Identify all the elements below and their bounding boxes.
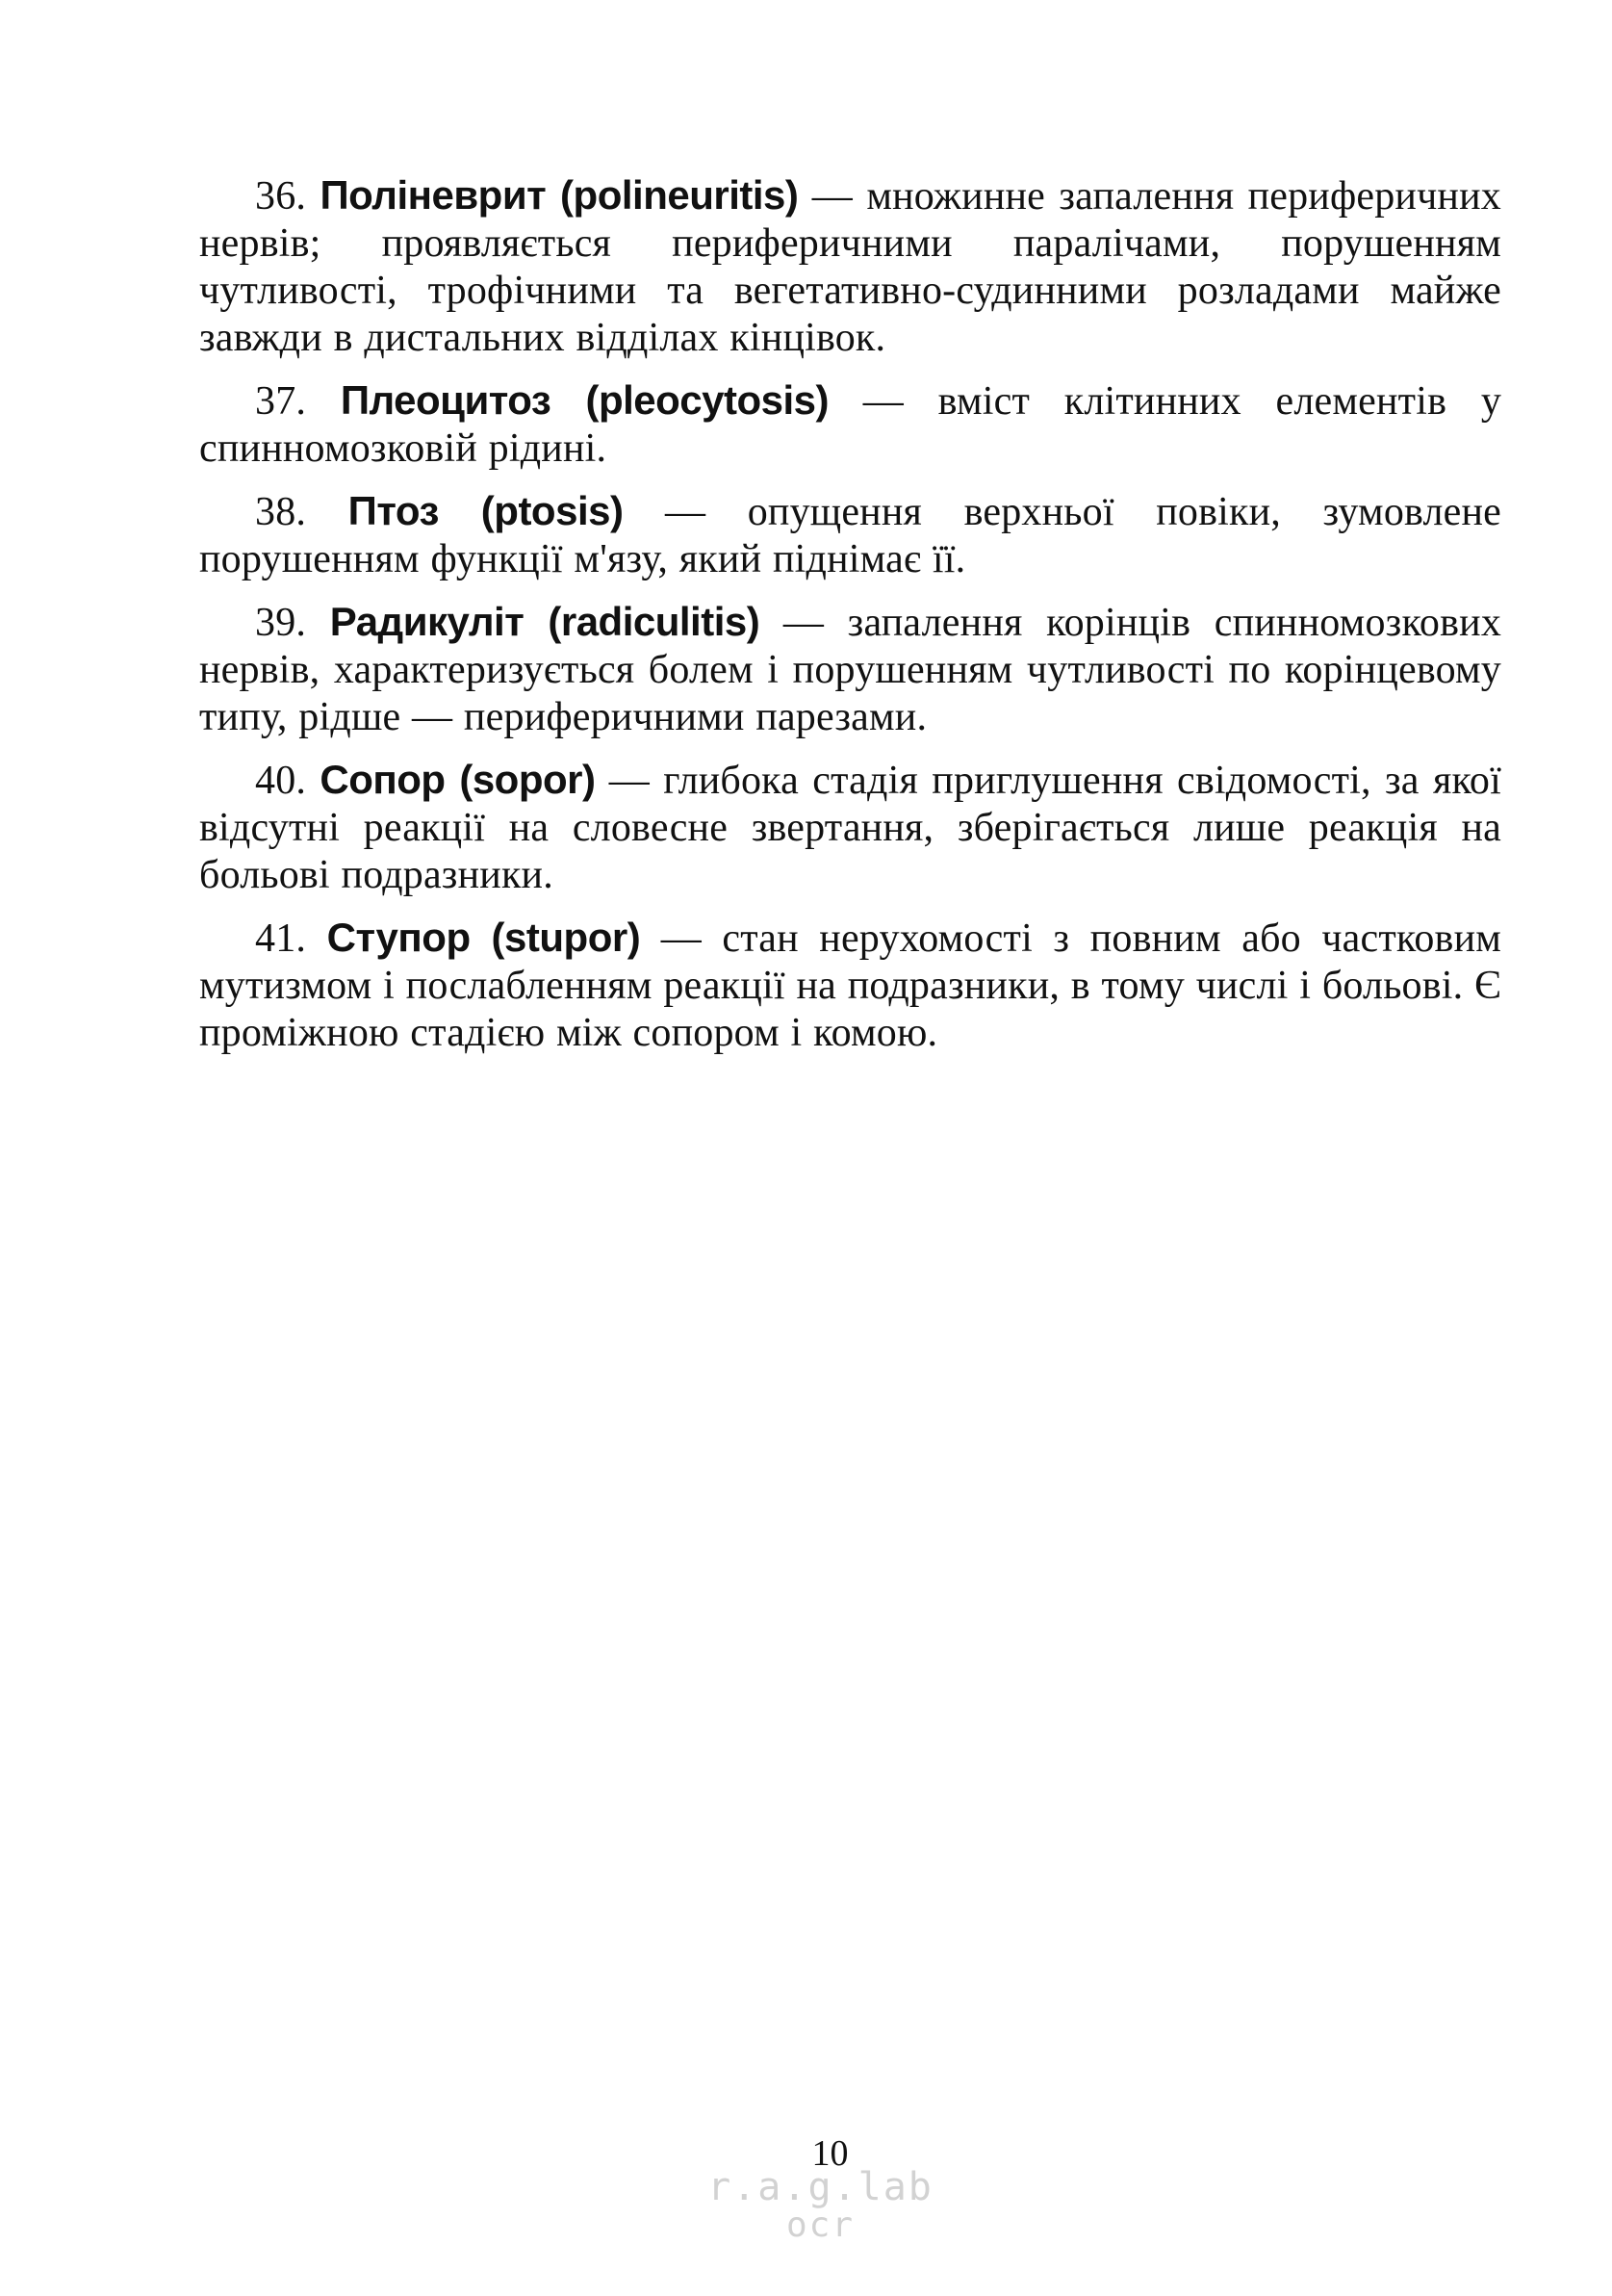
entry-number: 39. — [255, 601, 307, 645]
glossary-entry-39 — [199, 598, 1501, 741]
glossary-entry-41 — [199, 914, 1501, 1057]
entry-number: 37. — [255, 379, 307, 424]
glossary-entry-40 — [199, 756, 1501, 899]
entry-definition: — опущення верхньої повіки, зумовлене порушенням функції м'язу, який піднімає її. — [199, 490, 1502, 581]
entry-term: Ступор (stupor) — [326, 915, 641, 960]
entry-term: Радикуліт (radiculitis) — [329, 599, 760, 644]
entry-term: Птоз (ptosis) — [347, 488, 624, 533]
glossary-entry-37 — [199, 376, 1501, 473]
entry-term: Поліневрит (polineuritis) — [320, 172, 799, 218]
watermark-line-2: ocr — [785, 2206, 856, 2245]
entry-number: 36. — [255, 174, 307, 219]
scan-watermark — [0, 2165, 1612, 2245]
entry-definition: — вміст клітинних елементів у спинномозковій рідині. — [199, 379, 1502, 471]
entry-number: 38. — [255, 490, 307, 534]
entry-number: 40. — [255, 759, 307, 803]
watermark-line-1: r.a.g.lab — [707, 2165, 934, 2209]
glossary-entries — [199, 171, 1501, 1071]
entry-term: Плеоцитоз (pleocytosis) — [340, 377, 830, 423]
entry-definition: — запалення корінців спинномозкових нервів, характеризується болем і порушенням чутливості по корінцевому типу, рідше — периферичними парезами. — [199, 601, 1502, 739]
entry-number: 41. — [255, 916, 307, 961]
entry-definition: — множинне запалення периферичних нервів; проявляється периферичними паралічами, порушенням чутливості, трофічними та вегетативно-судинними розладами майже завжди в дистальних відділах кінцівок. — [199, 174, 1501, 360]
page-number: 10 — [811, 2133, 849, 2174]
glossary-entry-38 — [199, 487, 1501, 583]
glossary-entry-36 — [199, 171, 1501, 362]
entry-definition: — стан нерухомості з повним або частковим мутизмом і послабленням реакції на подразники, в тому числі і больові. Є проміжною стадією між сопором і комою. — [199, 916, 1502, 1055]
entry-definition: — глибока стадія приглушення свідомості, за якої відсутні реакції на словесне звертання, зберігається лише реакція на больові подразники. — [199, 759, 1502, 897]
entry-term: Сопор (sopor) — [320, 757, 596, 802]
